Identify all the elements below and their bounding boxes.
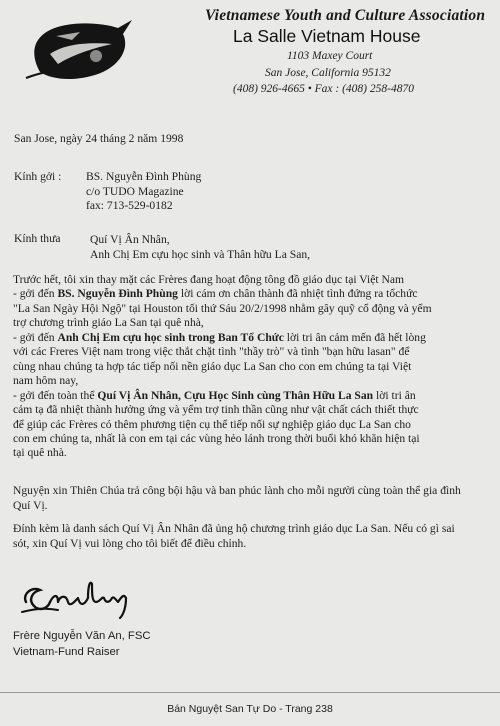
body-p1-line2: "La San Ngày Hội Ngộ" tại Houston tối thứ Sáu 20/2/1998 nhằm gây quỹ cổ động và yểm: [13, 301, 432, 315]
attachment-note: Đính kèm là danh sách Quí Vị Ân Nhân đã ủng hộ chương trình giáo dục La San. Nếu có gì sai sót, xin Quí Vị vui lòng cho tôi biết để điều chỉnh.: [13, 522, 455, 550]
body-intro: Trước hết, tôi xin thay mặt các Frères đang hoạt động tông đồ giáo dục tại Việt Nam: [13, 273, 405, 286]
salutation-label: Kính thưa: [14, 232, 61, 245]
association-logo: [20, 14, 138, 84]
blessing-paragraph: Nguyện xin Thiên Chúa trả công bội hậu và ban phúc lành cho mỗi người cùng toàn thể gia đình Quí Vị.: [13, 484, 461, 512]
signer-title: Vietnam-Fund Raiser: [13, 645, 120, 658]
address-city: San Jose, California 95132: [265, 67, 391, 79]
phone-fax: (408) 926-4665 • Fax : (408) 258-4870: [233, 83, 414, 95]
addressee-block: [86, 170, 201, 214]
salutation-line: Anh Chị Em cựu học sinh và Thân hữu La San,: [90, 248, 311, 261]
addressee-label: Kính gởi :: [14, 170, 62, 183]
addressee-line: BS. Nguyễn Đình Phùng: [86, 170, 202, 183]
body-p1-line1: - gởi đến BS. Nguyễn Đình Phùng lời cám ơn chân thành đã nhiệt tình đứng ra tổchức: [13, 287, 418, 301]
page-footer: Bán Nguyệt San Tự Do - Trang 238: [167, 703, 333, 715]
body-p3-line1: - gởi đến toàn thể Quí Vị Ân Nhân, Cựu Học Sinh cùng Thân Hữu La San lời tri ân: [13, 388, 416, 402]
signer-name: Frère Nguyễn Văn An, FSC: [13, 630, 151, 642]
addressee-line: fax: 713-529-0182: [86, 199, 173, 213]
salutation-block: [90, 232, 310, 262]
body-p3-line3: để giúp các Frères có thêm phương tiện cụ thể tiếp nối sự nghiệp giáo dục La San cho: [13, 417, 411, 431]
handwritten-signature: [18, 572, 143, 624]
body-p3-line5: tại quê nhà.: [13, 446, 67, 460]
body-p2-line3: cùng nhau chúng ta hợp tác tiếp nối nền giáo dục La San cho con em chúng ta tại Việt: [13, 359, 412, 373]
body-p2-line4: nam hôm nay,: [13, 374, 79, 388]
letter-body: [13, 273, 432, 461]
signer-block: [13, 629, 151, 660]
address-street: 1103 Maxey Court: [287, 50, 373, 62]
house-name: La Salle Vietnam House: [233, 26, 421, 46]
body-p3-line2: cảm tạ đã nhiệt thành hưởng ứng và yểm trợ tinh thần cũng như vật chất cách thiết thực: [13, 403, 419, 417]
body-p1-line3: trợ chương trình giáo La San tại quê nhà,: [13, 316, 204, 330]
body-p3-line4: con em chúng ta, nhất là con em tại các vùng hẻo lánh trong thời buổi khó khăn hiện tại: [13, 431, 420, 445]
footer-divider: [0, 692, 500, 693]
salutation-line: Quí Vị Ân Nhân,: [90, 233, 170, 246]
addressee-line: c/o TUDO Magazine: [86, 184, 184, 198]
letter-date: San Jose, ngày 24 tháng 2 năm 1998: [14, 132, 184, 145]
body-p2-line2: với các Freres Việt nam trong việc thắt chặt tình "thầy trò" và tình "bạn hữu lasan" để: [13, 345, 410, 359]
body-p2-line1: - gởi đến Anh Chị Em cựu học sinh trong Ban Tổ Chức lời tri ân cảm mến đã hết lòng: [13, 330, 426, 344]
organization-name: Vietnamese Youth and Culture Association: [205, 7, 486, 24]
